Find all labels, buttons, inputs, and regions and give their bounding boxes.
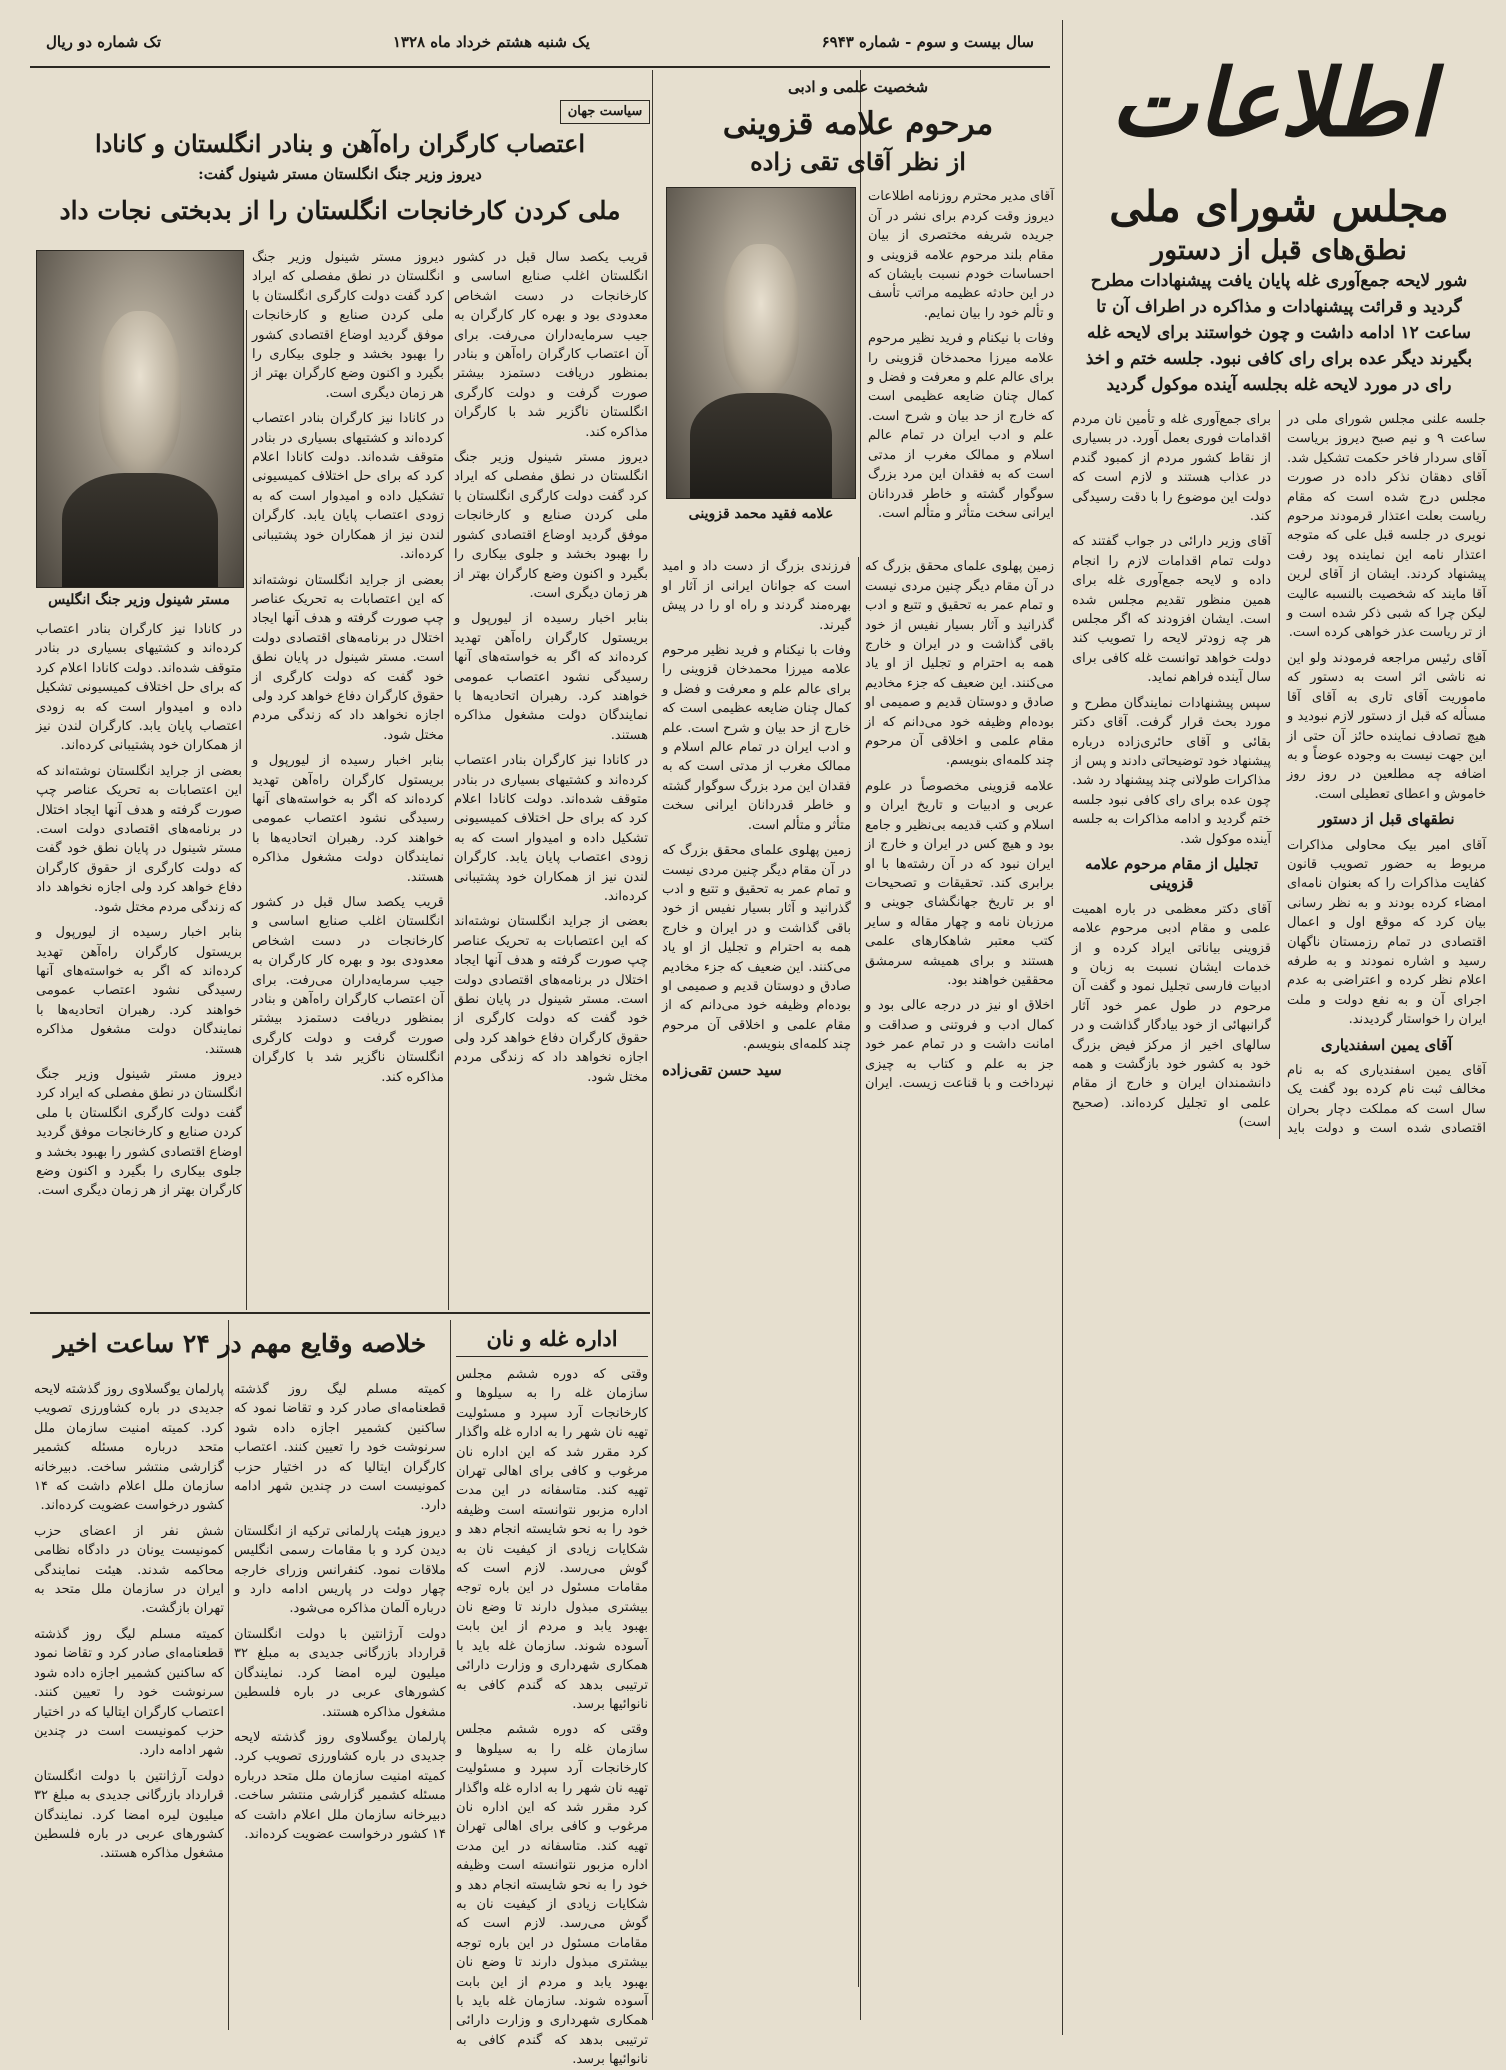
world-title: اعتصاب کارگران راه‌آهن و بنادر انگلستان و کانادا bbox=[94, 129, 586, 158]
portrait-face bbox=[99, 311, 181, 472]
parliament-subhead: تجلیل از مقام مرحوم علامه قزوینی bbox=[1084, 854, 1259, 893]
parliament-body bbox=[1072, 410, 1486, 1139]
world-column-mid bbox=[252, 248, 444, 1310]
portrait-body bbox=[62, 473, 219, 587]
world-paragraph: در کانادا نیز کارگران بنادر اعتصاب کرده‌اند و کشتیهای بسیاری در بنادر متوقف شده‌اند. دولت کانادا اعلام کرد که برای حل اختلاف کمیسیونی تشکیل داده و امیدوار است که به زودی اعتصاب پایان یابد. کارگران لندن نیز از همکاران خود پشتیبانی کرده‌اند. bbox=[252, 411, 444, 563]
qazvini-paragraph: وفات با نیکنام و فرید نظیر مرحوم علامه میرزا محمدخان قزوینی را برای عالم علم و معرفت و فضل و کمال چنان ضایعه عظیمی است که خارج از حد بیان و شرح است. علم و ادب ایران در تمام عالم اسلام و ممالک مغرب از مدتی است که به فقدان این مرد بزرگ سوگوار گشته و خاطر قدردانان ایرانی سخت متأثر و متألم است. bbox=[868, 331, 1054, 521]
portrait-face bbox=[723, 244, 798, 393]
summary-paragraph: کمیته مسلم لیگ روز گذشته قطعنامه‌ای صادر کرد و تقاضا نمود که ساکنین کشمیر اجازه داده شود سرنوشت خود را تعیین کنند. اعتصاب کارگران ایتالیا که در اختیار حزب کمونیست است در چندین شهر ادامه دارد. bbox=[234, 1382, 446, 1514]
bread-title: اداره غله و نان bbox=[456, 1322, 648, 1357]
section-divider bbox=[30, 1312, 650, 1314]
bread-paragraph: وقتی که دوره ششم مجلس سازمان غله را به سیلوها و کارخانجات آرد سپرد و مسئولیت تهیه نان شهر را به اداره غله واگذار کرد مقرر شد که این اداره نان مرغوب و کافی برای اهالی تهران تهیه کند. متاسفانه در این مدت اداره مزبور نتوانسته است وظیفه خود را به نحو شایسته انجام دهد و شکایات زیادی از کیفیت نان به گوش می‌رسد. لازم است که مقامات مسئول در این باره توجه بیشتری مبذول دارند تا وضع نان بهبود یابد و مردم از این بابت آسوده شوند. سازمان غله باید با همکاری شهرداری و وزارت دارائی ترتیبی بدهد که گندم کافی به نانوائیها برسد. bbox=[456, 1367, 648, 1712]
column-divider bbox=[246, 310, 247, 1310]
world-kicker: دیروز وزیر جنگ انگلستان مستر شینول گفت: bbox=[198, 165, 482, 183]
qazvini-column bbox=[662, 78, 1054, 2028]
world-paragraph: در کانادا نیز کارگران بنادر اعتصاب کرده‌اند و کشتیهای بسیاری در بنادر متوقف شده‌اند. دولت کانادا اعلام کرد که برای حل اختلاف کمیسیونی تشکیل داده و امیدوار است که به زودی اعتصاب پایان یابد. کارگران لندن نیز از همکاران خود پشتیبانی کرده‌اند. bbox=[454, 753, 648, 904]
qazvini-subtitle: از نظر آقای تقی زاده bbox=[750, 147, 966, 177]
qazvini-paragraph: اخلاق او نیز در درجه عالی بود و کمال ادب و فروتنی و صداقت و امانت داشت و در تمام عمر خود جز به علم و کتاب به چیزی نپرداخت و با قناعت زیست. ایران فرزندی بزرگ از دست داد و امید است که جوانان ایرانی از آثار او بهره‌مند گردند و راه او را در پیش گیرند. bbox=[662, 559, 1054, 1091]
masthead-logo: اطلاعات bbox=[1110, 49, 1434, 157]
summary-paragraph: کمیته مسلم لیگ روز گذشته قطعنامه‌ای صادر کرد و تقاضا نمود که ساکنین کشمیر اجازه داده شود سرنوشت خود را تعیین کنند. اعتصاب کارگران ایتالیا که در اختیار حزب کمونیست است در چندین شهر ادامه دارد. bbox=[34, 1626, 224, 1759]
column-divider bbox=[450, 1320, 451, 2030]
world-column-left bbox=[36, 620, 242, 1310]
portrait-body bbox=[690, 393, 833, 498]
world-paragraph: بعضی از جراید انگلستان نوشته‌اند که این اعتصابات به تحریک عناصر چپ صورت گرفته و هدف آنها ایجاد اختلال در برنامه‌های اقتصادی دولت است. مستر شینول در پایان نطق خود گفت که دولت کارگری از حقوق کارگران دفاع خواهد کرد ولی اجازه نخواهد داد که زندگی مردم مختل شود. bbox=[252, 572, 444, 743]
world-headline: ملی کردن کارخانجات انگلستان را از بدبختی نجات داد bbox=[59, 196, 621, 225]
world-paragraph: قریب یکصد سال قبل در کشور انگلستان اغلب صنایع اساسی و کارخانجات در دست اشخاص معدودی بود و بهره کار کارگران به جیب سرمایه‌داران می‌رفت. برای آن اعتصاب کارگران راه‌آهن و بنادر بمنظور دریافت دستمزد بیشتر صورت گرفت و دولت کارگری انگلستان ناگزیر شد با کارگران مذاکره کند. bbox=[252, 895, 444, 1085]
world-paragraph: در کانادا نیز کارگران بنادر اعتصاب کرده‌اند و کشتیهای بسیاری در بنادر متوقف شده‌اند. دولت کانادا اعلام کرد که برای حل اختلاف کمیسیونی تشکیل داده و امیدوار است که به زودی اعتصاب پایان یابد. کارگران لندن نیز از همکاران خود پشتیبانی کرده‌اند. bbox=[36, 622, 242, 754]
column-divider bbox=[1062, 20, 1063, 2035]
world-paragraph: دیروز مستر شینول وزیر جنگ انگلستان در نطق مفصلی که ایراد کرد گفت دولت کارگری انگلستان با ملی کردن صنایع و کارخانجات موفق گردید اوضاع اقتصادی کشور را بهبود بخشد و جلوی بیکاری را بگیرد و اکنون وضع کارگران بهتر از هر زمان دیگری است. bbox=[252, 250, 444, 401]
qazvini-paragraph: وفات با نیکنام و فرید نظیر مرحوم علامه میرزا محمدخان قزوینی را برای عالم علم و معرفت و فضل و کمال چنان ضایعه عظیمی است که خارج از حد بیان و شرح است. علم و ادب ایران در تمام عالم اسلام و ممالک مغرب از مدتی است که به فقدان این مرد بزرگ سوگوار گشته و خاطر قدردانان ایرانی سخت متأثر و متألم است. bbox=[662, 643, 851, 833]
parliament-column bbox=[1072, 180, 1486, 2040]
qazvini-paragraph: زمین پهلوی علمای محقق بزرگ که در آن مقام دیگر چنین مردی نیست و تمام عمر به تحقیق و تتبع و ادب گذرانید و آثار بسیار نفیس از خود باقی گذاشت و در ایران و خارج همه به احترام و تجلیل از او یاد می‌کنند. این ضعیف که جزء مخادیم صادق و دوستان قدیم و صمیمی او بوده‌ام وظیفه خود می‌دانم که از مقام علمی و اخلاقی آن مرحوم چند کلمه‌ای بنویسم. bbox=[662, 843, 851, 1053]
qazvini-columns bbox=[662, 557, 1054, 1987]
world-paragraph: بعضی از جراید انگلستان نوشته‌اند که این اعتصابات به تحریک عناصر چپ صورت گرفته و هدف آنها ایجاد اختلال در برنامه‌های اقتصادی دولت است. مستر شینول در پایان نطق خود گفت که دولت کارگری از حقوق کارگران دفاع خواهد کرد ولی اجازه نخواهد داد که زندگی مردم مختل شود. bbox=[36, 763, 242, 915]
bread-paragraph: وقتی که دوره ششم مجلس سازمان غله را به سیلوها و کارخانجات آرد سپرد و مسئولیت تهیه نان شهر را به اداره غله واگذار کرد مقرر شد که این اداره نان مرغوب و کافی برای اهالی تهران تهیه کند. متاسفانه در این مدت اداره مزبور نتوانسته است وظیفه خود را به نحو شایسته انجام دهد و شکایات زیادی از کیفیت نان به گوش می‌رسد. لازم است که مقامات مسئول در این باره توجه بیشتری مبذول دارند تا وضع نان بهبود یابد و مردم از این بابت آسوده شوند. سازمان غله باید با همکاری شهرداری و وزارت دارائی ترتیبی بدهد که گندم کافی به نانوائیها برسد. bbox=[456, 1722, 648, 2068]
qazvini-title: مرحوم علامه قزوینی bbox=[722, 106, 994, 143]
bread-column bbox=[456, 1322, 648, 2068]
issue-header bbox=[30, 18, 1050, 68]
summary-paragraph: دیروز هیئت پارلمانی ترکیه از انگلستان دیدن کرد و با مقامات رسمی انگلیس ملاقات نمود. کنفرانس وزرای خارجه چهار دولت در پاریس ادامه دارد و درباره آلمان مذاکره می‌شود. bbox=[234, 1523, 446, 1617]
parliament-paragraph: سپس پیشنهادات نمایندگان مطرح و مورد بحث قرار گرفت. آقای دکتر بقائی و آقای حائری‌زاده درباره پیشنهاد خود توضیحاتی دادند و پس از مذاکرات طولانی چند پیشنهاد رد شد. چون عده برای رای کافی نبود جلسه ختم گردید و ادامه مذاکرات به جلسه آینده موکول شد. bbox=[1072, 695, 1271, 847]
parliament-paragraph: آقای امیر بیک محاولی مذاکرات مربوط به حضور تصویب قانون کفایت مذاکرات را که بعنوان نامه‌ای امضاء کرده بودند و به نظر رسانی بیان کرد که موقع اول و اعمال اقتصادی در تمام رزمستان ناگهان رسید و اشاره نمودند و به طرفه اعلام نظر کرده و اعتراضی به عدم اجرای آن و به نفع دولت و ملت ایران را خواستار گردیدند. bbox=[1287, 837, 1486, 1028]
summary-column-left bbox=[34, 1380, 224, 2030]
world-section-label: سیاست جهان bbox=[567, 104, 643, 119]
date-line: یک شنبه هشتم خرداد ماه ۱۳۲۸ bbox=[392, 33, 590, 51]
summary-column-right bbox=[234, 1380, 446, 2030]
summary-paragraph: پارلمان یوگسلاوی روز گذشته لایحه جدیدی در باره کشاورزی تصویب کرد. کمیته امنیت سازمان ملل متحد درباره مسئله کشمیر گزارشی منتشر ساخت. دبیرخانه سازمان ملل اعلام داشت که ۱۴ کشور درخواست عضویت کرده‌اند. bbox=[34, 1382, 224, 1514]
summary-paragraph: شش نفر از اعضای حزب کمونیست یونان در دادگاه نظامی محاکمه شدند. هیئت نمایندگی ایران در سازمان ملل متحد به تهران بازگشت. bbox=[34, 1523, 224, 1617]
parliament-subhead: آقای یمین اسفندیاری bbox=[1320, 1035, 1453, 1054]
world-paragraph: قریب یکصد سال قبل در کشور انگلستان اغلب صنایع اساسی و کارخانجات در دست اشخاص معدودی بود و بهره کار کارگران به جیب سرمایه‌داران می‌رفت. برای آن اعتصاب کارگران راه‌آهن و بنادر بمنظور دریافت دستمزد بیشتر صورت گرفت و دولت کارگری انگلستان ناگزیر شد با کارگران مذاکره کند. bbox=[454, 250, 648, 440]
world-column-right bbox=[454, 248, 648, 1310]
edition-line: سال بیست و سوم - شماره ۶۹۴۳ bbox=[821, 33, 1034, 51]
parliament-paragraph: آقای دکتر معظمی در باره اهمیت علمی و مقام ادبی مرحوم علامه قزوینی بیاناتی ایراد کرده و از خدمات ایشان نسبت به زبان و ادبیات فارسی تجلیل نمود و گفت آن مرحوم در طول عمر خود آثار گرانبهائی از خود بیادگار گذاشت و در سالهای اخیر از مرکز فیض بزرگ خود به کشور خود بازگشت و همه دانشمندان ایران و خارج از مقام علمی او تجلیل کرده‌اند. (صحیح است) bbox=[1072, 901, 1271, 1131]
parliament-paragraph: آقای رئیس مراجعه فرمودند ولو این نه ناشی اثر است به دستور که ماموریت آقای تاری به آقای آقا مسأله که قبل از دستور لازم نبودید و هیچ تصادف نماینده حائز آن حتی از این جهت نیست به وجوده عوضاً و به اضافه چه مطلعین در روز روز خاموش و اعطای تعطیلی است. bbox=[1287, 650, 1486, 802]
world-paragraph: بعضی از جراید انگلستان نوشته‌اند که این اعتصابات به تحریک عناصر چپ صورت گرفته و هدف آنها ایجاد اختلال در برنامه‌های اقتصادی دولت است. مستر شینول در پایان نطق خود گفت که دولت کارگری از حقوق کارگران دفاع خواهد کرد ولی اجازه نخواهد داد که زندگی مردم مختل شود. bbox=[454, 914, 648, 1085]
price-line: تک شماره دو ریال bbox=[46, 33, 162, 51]
qazvini-kicker: شخصیت علمی و ادبی bbox=[787, 78, 929, 96]
world-paragraph: بنابر اخبار رسیده از لیورپول و بریستول کارگران راه‌آهن تهدید کرده‌اند که اگر به خواسته‌های آنها رسیدگی نشود اعتصاب عمومی خواهند کرد. رهبران اتحادیه‌ها با نمایندگان دولت مشغول مذاکره هستند. bbox=[454, 611, 648, 743]
column-divider bbox=[448, 290, 449, 1310]
summary-title: خلاصه وقایع مهم در ۲۴ ساعت اخیر bbox=[53, 1329, 427, 1358]
summary-headline-block bbox=[34, 1322, 446, 1374]
shinwell-photo-caption: مستر شینول وزیر جنگ انگلیس bbox=[48, 592, 230, 608]
parliament-deck: شور لایحه جمع‌آوری غله پایان یافت پیشنهادات مطرح گردید و قرائت پیشنهادات و مذاکره در اطراف آن تا ساعت ۱۲ ادامه داشت و چون خواستند برای لایحه غله بگیرند دیگر عده برای رای کافی نبود. جلسه ختم و اخذ رای در مورد لایحه غله بجلسه آینده موکول گردید bbox=[1085, 271, 1473, 395]
column-divider bbox=[228, 1320, 229, 2030]
world-paragraph: دیروز مستر شینول وزیر جنگ انگلستان در نطق مفصلی که ایراد کرد گفت دولت کارگری انگلستان با ملی کردن صنایع و کارخانجات موفق گردید اوضاع اقتصادی کشور را بهبود بخشد و جلوی بیکاری را بگیرد و اکنون وضع کارگران بهتر از هر زمان دیگری است. bbox=[36, 1066, 242, 1199]
qazvini-photo-block bbox=[662, 187, 860, 547]
shinwell-portrait bbox=[36, 250, 244, 588]
qazvini-signoff: سید حسن تقی‌زاده bbox=[662, 1060, 782, 1079]
world-paragraph: بنابر اخبار رسیده از لیورپول و بریستول کارگران راه‌آهن تهدید کرده‌اند که اگر به خواسته‌های آنها رسیدگی نشود اعتصاب عمومی خواهند کرد. رهبران اتحادیه‌ها با نمایندگان دولت مشغول مذاکره هستند. bbox=[252, 753, 444, 885]
qazvini-side-text bbox=[868, 187, 1054, 547]
qazvini-portrait bbox=[666, 187, 856, 499]
column-divider bbox=[652, 70, 653, 2020]
qazvini-photo-caption: علامه فقید محمد قزوینی bbox=[688, 506, 834, 523]
summary-paragraph: دولت آرژانتین با دولت انگلستان قرارداد بازرگانی جدیدی به مبلغ ۳۲ میلیون لیره امضا کرد. نمایندگان کشورهای عربی در باره فلسطین مشغول مذاکره هستند. bbox=[234, 1626, 446, 1720]
qazvini-body-wrap bbox=[662, 187, 1054, 1997]
summary-paragraph: پارلمان یوگسلاوی روز گذشته لایحه جدیدی در باره کشاورزی تصویب کرد. کمیته امنیت سازمان ملل متحد درباره مسئله کشمیر گزارشی منتشر ساخت. دبیرخانه سازمان ملل اعلام داشت که ۱۴ کشور درخواست عضویت کرده‌اند. bbox=[234, 1729, 446, 1842]
world-paragraph: بنابر اخبار رسیده از لیورپول و بریستول کارگران راه‌آهن تهدید کرده‌اند که اگر به خواسته‌های آنها رسیدگی نشود اعتصاب عمومی خواهند کرد. رهبران اتحادیه‌ها با نمایندگان دولت مشغول مذاکره هستند. bbox=[36, 925, 242, 1057]
qazvini-paragraph: آقای مدیر محترم روزنامه اطلاعات دیروز وقت کردم برای نشر در آن جریده شریفه مختصری از بیان مقام بلند مرحوم علامه قزوینی و احساسات خودم نسبت بایشان که در این حادثه عظیمه مراتب تأسف و تألم خود را بیان نمایم. bbox=[868, 189, 1054, 321]
world-section-box bbox=[560, 100, 650, 124]
parliament-paragraph: آقای یمین اسفندیاری که به نام مخالف ثبت نام کرده بود گفت یک سال است که مملکت دچار بحران اقتصادی شده است و دولت باید برای جمع‌آوری غله و تأمین نان مردم اقدامات فوری بعمل آورد. در بسیاری از نقاط کشور مردم از کمبود گندم در عذاب هستند و لازم است که دولت این موضوع را با دقت رسیدگی کند. bbox=[1072, 412, 1486, 1137]
world-paragraph: دیروز مستر شینول وزیر جنگ انگلستان در نطق مفصلی که ایراد کرد گفت دولت کارگری انگلستان با ملی کردن صنایع و کارخانجات موفق گردید اوضاع اقتصادی کشور را بهبود بخشد و جلوی بیکاری را بگیرد و اکنون وضع کارگران بهتر از هر زمان دیگری است. bbox=[454, 450, 648, 601]
parliament-paragraph: جلسه علنی مجلس شورای ملی در ساعت ۹ و نیم صبح دیروز بریاست آقای سردار فاخر حکمت تشکیل شد. آقای دهقان نذکر داده در صورت مجلس درج شده است که مقام ریاست بعلت اعتذار قرمودند مرحوم نویری در جلسه قبل علی که متوجه اعتذار نامه این نماینده پود رفت پیشنهاد کردند. ایشان از آقای لرین آقا مایند که شخصیت بالنسبه عالیت لیکن چرا که شبی ذکر شده است و از تر ریاست عذر خواهی کرده است. bbox=[1287, 412, 1486, 641]
summary-paragraph: دولت آرژانتین با دولت انگلستان قرارداد بازرگانی جدیدی به مبلغ ۳۲ میلیون لیره امضا کرد. نمایندگان کشورهای عربی در باره فلسطین مشغول مذاکره هستند. bbox=[34, 1768, 224, 1862]
parliament-paragraph: آقای وزیر دارائی در جواب گفتند که دولت تمام اقدامات لازم را انجام داده و لایحه جمع‌آوری غله برای همین منظور تقدیم مجلس شده است. ایشان افزودند که اگر مجلس هر چه زودتر لایحه را تصویب کند دولت خواهد توانست غله کافی برای سال آینده فراهم نماید. bbox=[1072, 534, 1271, 686]
qazvini-paragraph: علامه قزوینی مخصوصاً در علوم عربی و ادبیات و تاریخ ایران و اسلام و کتب قدیمه بی‌نظیر و جامع بود و هیچ کس در ایران و خارج از ایران نبود که در آن رشته‌ها با او برابری کند. تحقیقات و تصحیحات او بر تاریخ جهانگشای جوینی و مرزبان نامه و چهار مقاله و سایر کتب معتبر شاهکارهای علمی هستند و برای همیشه سرمشق محققین خواهند بود. bbox=[865, 778, 1054, 988]
qazvini-paragraph: زمین پهلوی علمای محقق بزرگ که در آن مقام دیگر چنین مردی نیست و تمام عمر به تحقیق و تتبع و ادب گذرانید و آثار بسیار نفیس از خود باقی گذاشت و در ایران و خارج همه به احترام و تجلیل از او یاد می‌کنند. این ضعیف که جزء مخادیم صادق و دوستان قدیم و صمیمی او بوده‌ام وظیفه خود می‌دانم که از مقام علمی و اخلاقی آن مرحوم چند کلمه‌ای بنویسم. bbox=[865, 559, 1054, 769]
parliament-title: مجلس شورای ملی bbox=[1109, 182, 1449, 231]
parliament-subtitle: نطق‌های قبل از دستور bbox=[1151, 235, 1407, 266]
parliament-subhead: نطقهای قبل از دستور bbox=[1318, 810, 1455, 829]
